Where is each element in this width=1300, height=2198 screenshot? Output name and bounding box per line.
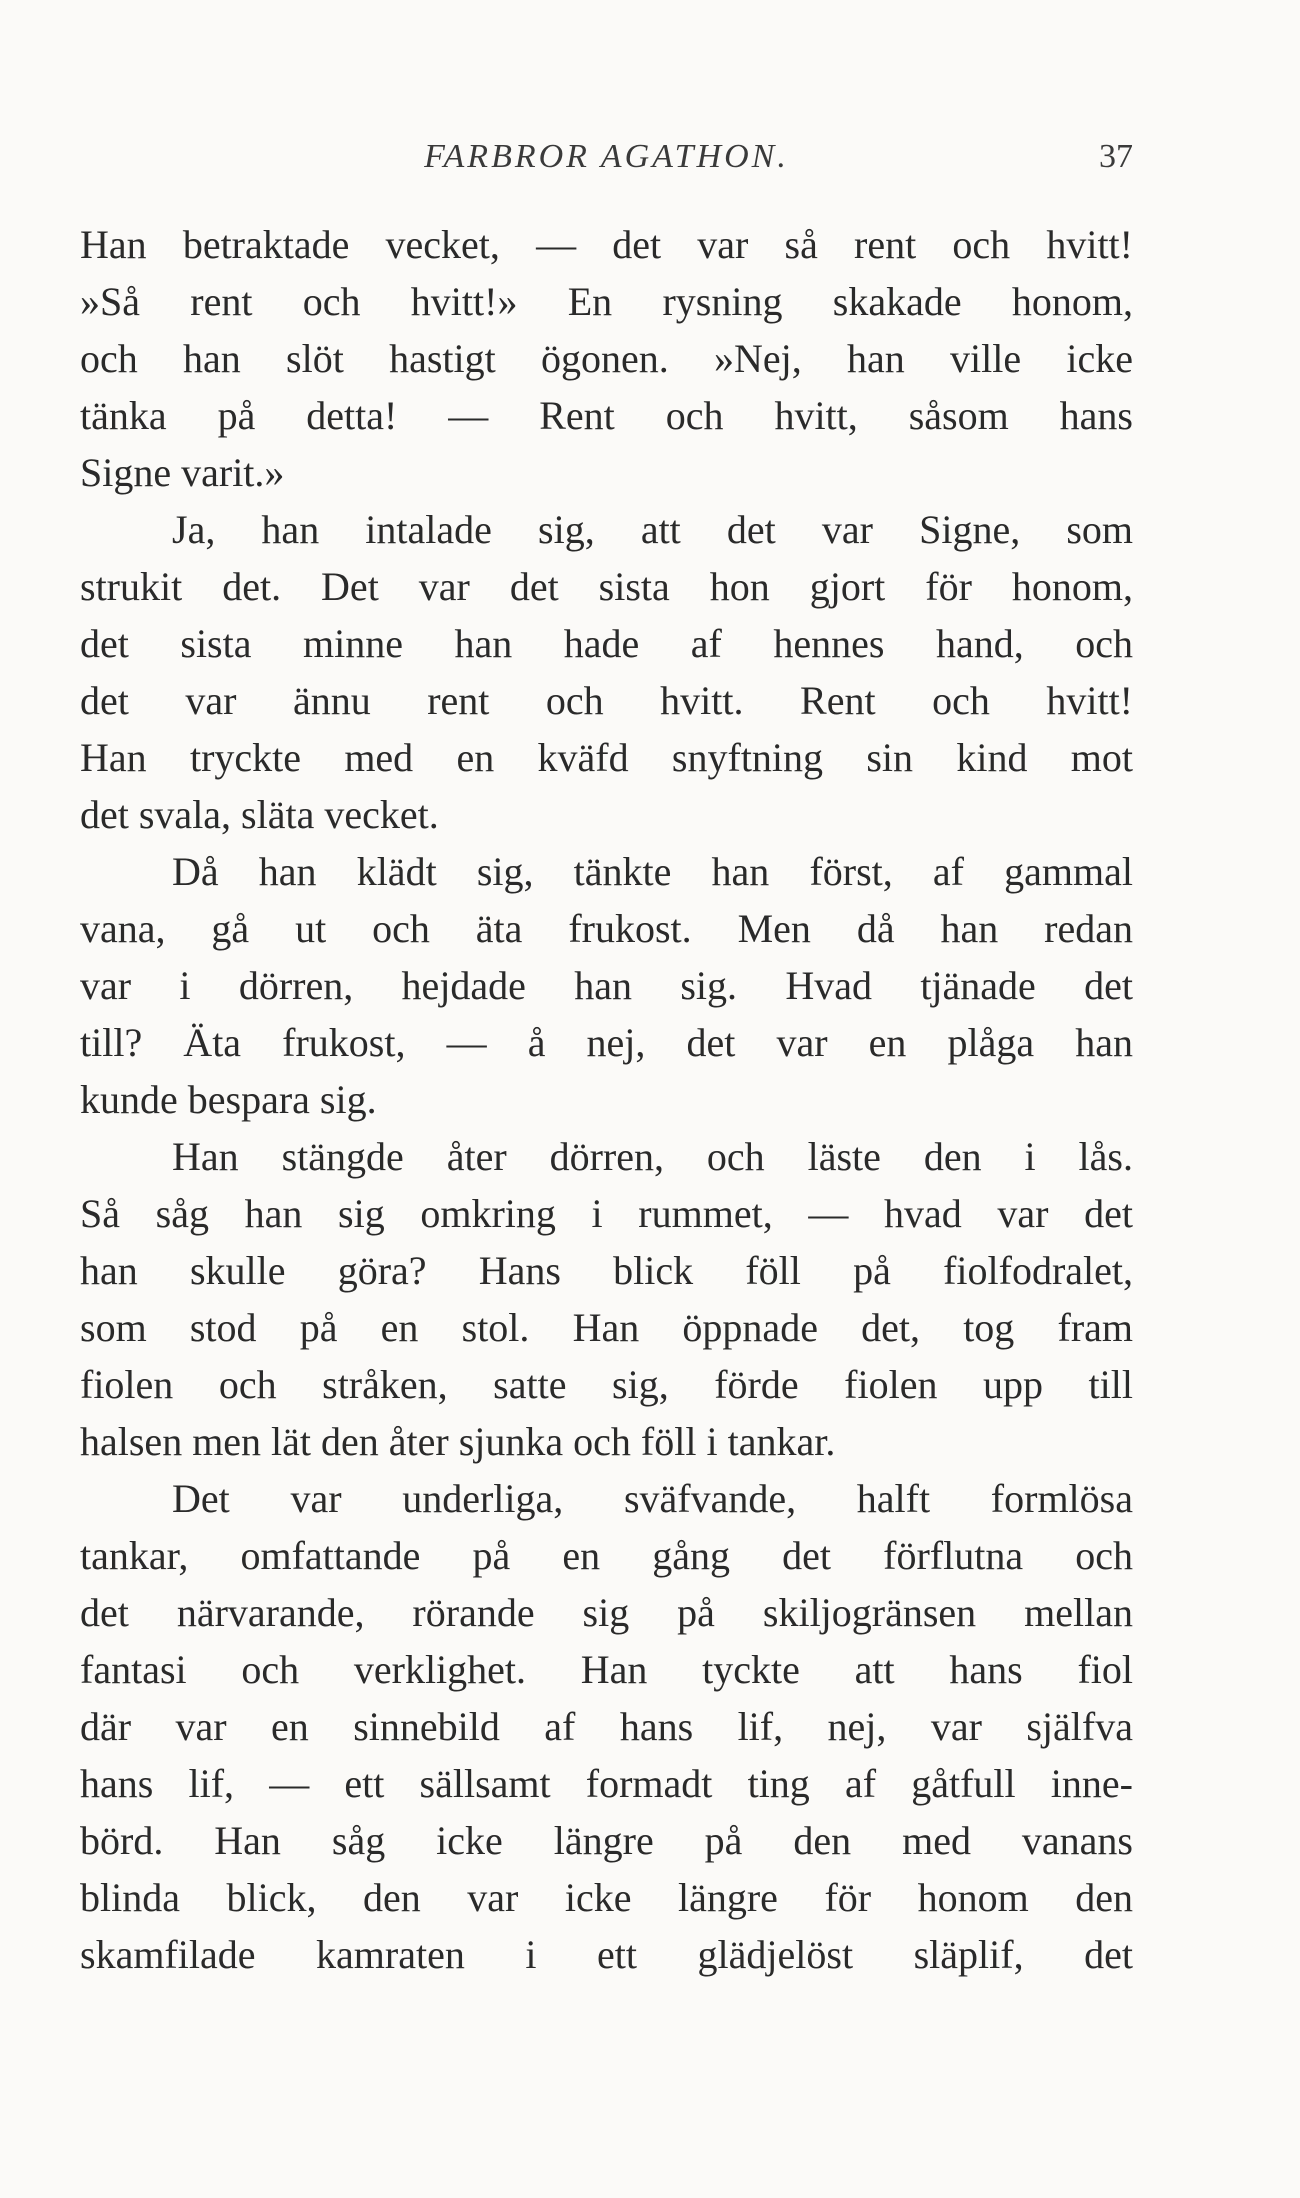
text-line: det sista minne han hade af hennes hand, och [80, 621, 1133, 666]
text-line: var i dörren, hejdade han sig. Hvad tjänade det [80, 963, 1133, 1008]
text-line: »Så rent och hvitt!» En rysning skakade honom, [80, 279, 1133, 324]
text-line: hans lif, — ett sällsamt formadt ting af gåtfull inne- [80, 1761, 1133, 1806]
text-line: strukit det. Det var det sista hon gjort för honom, [80, 564, 1133, 609]
text-line: som stod på en stol. Han öppnade det, tog fram [80, 1305, 1133, 1350]
text-line: fantasi och verklighet. Han tyckte att hans fiol [80, 1647, 1133, 1692]
text-line: halsen men lät den åter sjunka och föll i tankar. [80, 1419, 836, 1464]
text-line: tänka på detta! — Rent och hvitt, såsom hans [80, 393, 1133, 438]
text-line: det närvarande, rörande sig på skiljogränsen mellan [80, 1590, 1133, 1635]
body-text [80, 216, 1133, 1983]
text-line: Han tryckte med en kväfd snyftning sin kind mot [80, 735, 1133, 780]
running-head [80, 133, 1133, 181]
text-line: tankar, omfattande på en gång det förflutna och [80, 1533, 1133, 1578]
text-line: Det var underliga, sväfvande, halft formlösa [172, 1476, 1133, 1521]
page-number: 37 [1099, 138, 1133, 175]
text-line: det svala, släta vecket. [80, 792, 439, 837]
text-line: där var en sinnebild af hans lif, nej, var själfva [80, 1704, 1133, 1749]
text-line: börd. Han såg icke längre på den med vanans [80, 1818, 1133, 1863]
text-line: han skulle göra? Hans blick föll på fiolfodralet, [80, 1248, 1133, 1293]
text-line: skamfilade kamraten i ett glädjelöst släplif, det [80, 1932, 1133, 1977]
text-line: Signe varit.» [80, 450, 285, 495]
running-title: FARBROR AGATHON. [424, 138, 789, 175]
text-line: Han betraktade vecket, — det var så rent och hvitt! [80, 222, 1133, 267]
text-line: blinda blick, den var icke längre för honom den [80, 1875, 1133, 1920]
text-line: kunde bespara sig. [80, 1077, 377, 1122]
text-line: till? Äta frukost, — å nej, det var en plåga han [80, 1020, 1133, 1065]
text-line: och han slöt hastigt ögonen. »Nej, han ville icke [80, 336, 1133, 381]
text-line: vana, gå ut och äta frukost. Men då han redan [80, 906, 1133, 951]
text-line: Ja, han intalade sig, att det var Signe, som [172, 507, 1133, 552]
text-line: Så såg han sig omkring i rummet, — hvad var det [80, 1191, 1133, 1236]
text-line: Då han klädt sig, tänkte han först, af gammal [172, 849, 1133, 894]
text-line: det var ännu rent och hvitt. Rent och hvitt! [80, 678, 1133, 723]
text-line: fiolen och stråken, satte sig, förde fiolen upp till [80, 1362, 1133, 1407]
text-line: Han stängde åter dörren, och läste den i lås. [172, 1134, 1133, 1179]
